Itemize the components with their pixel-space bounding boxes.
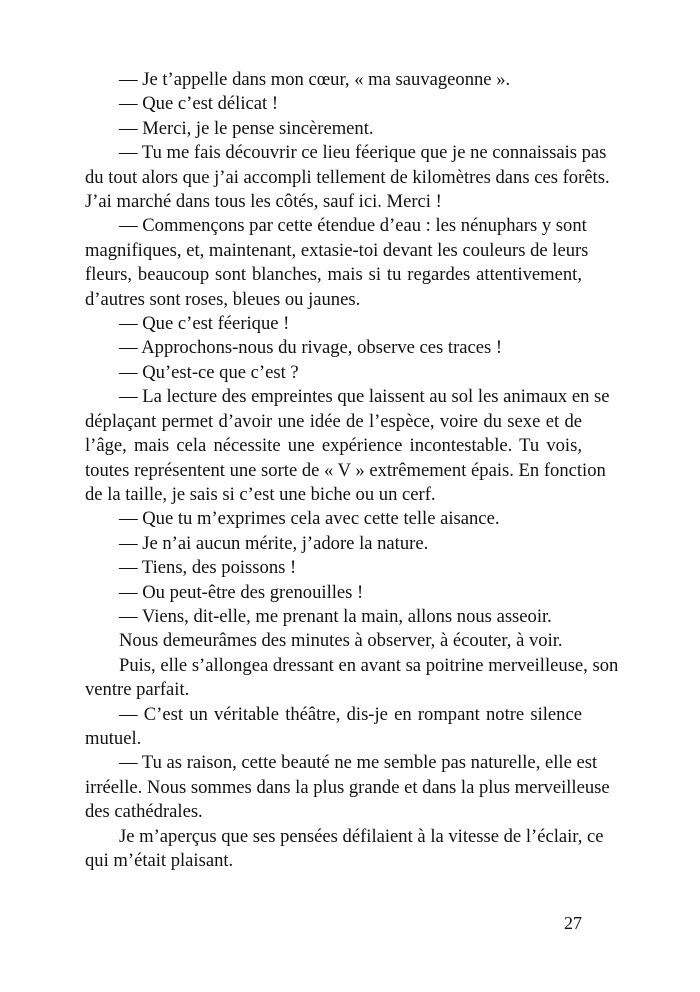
text-line: — Tiens, des poissons ! [119,557,297,579]
text-line: ventre parfait. [85,679,190,701]
paragraph [119,605,582,629]
text-line: des cathédrales. [85,801,203,823]
paragraph [119,629,582,653]
paragraph [119,68,582,92]
paragraph [85,141,610,214]
paragraph [119,312,582,336]
paragraph [85,751,610,824]
paragraph [119,556,582,580]
text-line: Nous demeurâmes des minutes à observer, à écouter, à voir. [119,630,563,652]
text-line: — Tu me fais découvrir ce lieu féerique que je ne connaissais pas [119,142,607,164]
paragraph [119,92,582,116]
text-line: de la taille, je sais si c’est une biche ou un cerf. [85,483,436,505]
text-line: — Je n’ai aucun mérite, j’adore la nature. [119,532,429,554]
text-line: mutuel. [85,727,142,749]
paragraph [119,581,582,605]
text-line: — Merci, je le pense sincèrement. [119,117,374,139]
paragraph [119,532,582,556]
text-line: — Ou peut-être des grenouilles ! [119,581,364,603]
text-line: l’âge, mais cela nécessite une expérience incontestable. Tu vois, [85,435,582,457]
text-line: — Viens, dit-elle, me prenant la main, allons nous asseoir. [119,605,552,627]
text-line: magnifiques, et, maintenant, extasie-toi devant les couleurs de leurs [85,239,589,261]
text-line: toutes représentent une sorte de « V » extrêmement épais. En fonction [85,459,606,481]
paragraph [119,361,582,385]
paragraph [119,336,582,360]
text-line: — C’est un véritable théâtre, dis-je en rompant notre silence [119,703,582,725]
text-line: d’autres sont roses, bleues ou jaunes. [85,288,361,310]
text-line: — Qu’est-ce que c’est ? [119,361,299,383]
page-number: 27 [564,913,582,933]
text-line: — La lecture des empreintes que laissent au sol les animaux en se [119,386,610,408]
paragraph [85,214,589,312]
paragraph [119,507,582,531]
text-line: — Tu as raison, cette beauté ne me semble pas naturelle, elle est [119,752,598,774]
text-line: du tout alors que j’ai accompli tellement de kilomètres dans ces forêts. [85,166,610,188]
paragraph [85,703,582,752]
text-line: — Approchons-nous du rivage, observe ces traces ! [119,337,503,359]
text-line: — Que c’est féerique ! [119,313,290,335]
body-text [85,68,619,873]
text-line: — Que tu m’exprimes cela avec cette telle aisance. [119,508,500,530]
paragraph [119,117,582,141]
text-line: J’ai marché dans tous les côtés, sauf ici. Merci ! [85,191,442,213]
text-line: Puis, elle s’allongea dressant en avant sa poitrine merveilleuse, son [119,654,619,676]
text-line: — Que c’est délicat ! [119,93,279,115]
text-line: fleurs, beaucoup sont blanches, mais si tu regardes attentivement, [85,264,582,286]
text-line: Je m’aperçus que ses pensées défilaient à la vitesse de l’éclair, ce [119,825,604,847]
text-line: — Je t’appelle dans mon cœur, « ma sauvageonne ». [119,69,511,90]
paragraph [85,654,619,703]
text-line: irréelle. Nous sommes dans la plus grande et dans la plus merveilleuse [85,776,610,798]
paragraph [85,825,604,874]
text-line: qui m’était plaisant. [85,850,234,871]
paragraph [85,385,610,507]
text-line: — Commençons par cette étendue d’eau : les nénuphars y sont [119,215,587,237]
text-line: déplaçant permet d’avoir une idée de l’espèce, voire du sexe et de [85,410,582,432]
